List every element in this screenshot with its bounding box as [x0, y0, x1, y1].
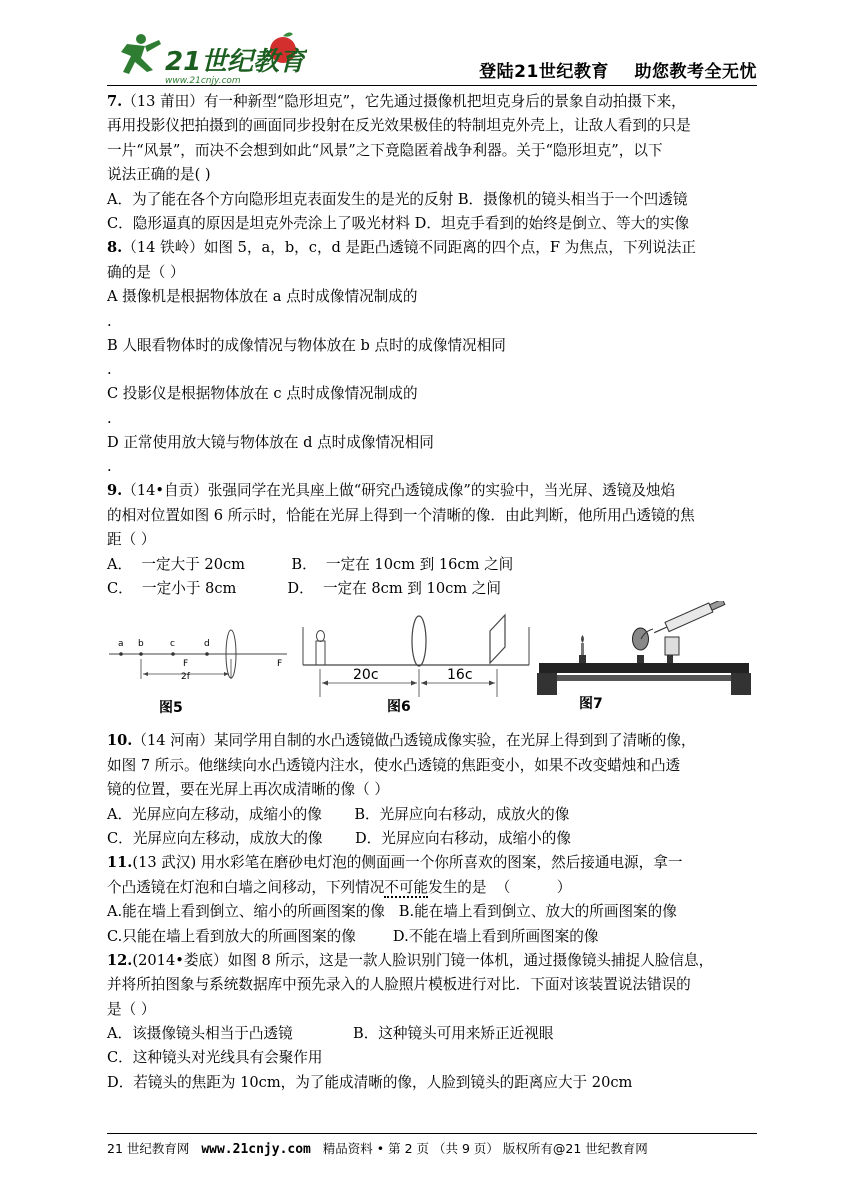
distance-20-label: 20c: [353, 667, 379, 684]
question-text: 发生的是 （ ）: [428, 878, 572, 896]
footer-rule: [107, 1133, 757, 1134]
header-slogan: 登陆21世纪教育 助您教考全无忧: [479, 62, 757, 82]
figure-6-caption: 图6: [387, 699, 411, 716]
question-text: 的相对位置如图 6 所示时，恰能在光屏上得到一个清晰的像．由此判断，他所用凸透镜的焦: [107, 506, 695, 524]
screen-icon: [665, 637, 679, 655]
question-text: (2014•娄底）如图 8 所示，这是一款人脸识别门镜一体机，通过摄像镜头捕捉人脸信息，: [132, 951, 714, 969]
point-b-label: b: [138, 639, 144, 650]
question-text: 如图 7 所示。他继续向水凸透镜内注水，使水凸透镜的焦距变小，如果不改变蜡烛和凸透: [107, 756, 681, 774]
point-d-label: d: [204, 639, 210, 650]
focus-left-label: F: [183, 659, 189, 670]
question-10: [107, 729, 757, 851]
option-c: C 投影仪是根据物体放在 c 点时成像情况制成的: [107, 385, 418, 403]
flame-icon: [317, 631, 325, 642]
question-text: 说法正确的是( ): [107, 166, 211, 184]
option-row: D．若镜头的焦距为 10cm，为了能成清晰的像，人脸到镜头的距离应大于 20cm: [107, 1073, 633, 1091]
convex-lens-icon: [412, 616, 426, 666]
emphasis-text: 不可能: [384, 878, 429, 896]
optical-bench-rail: [539, 663, 749, 673]
option-row: A．该摄像镜头相当于凸透镜 B．这种镜头可用来矫正近视眼: [107, 1025, 554, 1043]
footer-left: 21 世纪教育网: [107, 1141, 202, 1156]
question-number: 12.: [107, 951, 133, 969]
footer-right: 精品资料 • 第 2 页 （共 9 页） 版权所有@21 世纪教育网: [310, 1141, 648, 1156]
two-f-label: 2f: [181, 672, 190, 683]
question-text: 是（ ）: [107, 1000, 156, 1018]
site-logo: [107, 30, 307, 86]
option-row: C．这种镜头对光线具有会聚作用: [107, 1049, 323, 1067]
water-lens-icon: [633, 628, 649, 650]
question-text: 确的是（ ）: [107, 263, 185, 281]
option-d: D 正常使用放大镜与物体放在 d 点时成像情况相同: [107, 433, 434, 451]
question-text: 并将所拍图象与系统数据库中预先录入的人脸照片模板进行对比．下面对该装置说法错误的: [107, 976, 691, 994]
question-number: 10.: [107, 732, 133, 750]
point-b-dot: [139, 653, 143, 657]
question-text: 距（ ）: [107, 531, 156, 549]
distance-16-label: 16c: [447, 667, 473, 684]
figures-svg: [107, 601, 757, 729]
question-number: 7.: [107, 93, 123, 110]
candle-icon: [316, 641, 325, 665]
figures-row: [107, 601, 757, 729]
option-dot: .: [107, 361, 112, 379]
question-text: (13 武汉) 用水彩笔在磨砂电灯泡的侧面画一个你所喜欢的图案，然后接通电源，拿一: [132, 854, 683, 872]
option-row: C． 一定小于 8cm D． 一定在 8cm 到 10cm 之间: [107, 580, 501, 597]
question-11: [107, 851, 757, 949]
candle-icon: [581, 643, 584, 655]
question-text: （14 河南）某同学用自制的水凸透镜做凸透镜成像实验，在光屏上得到到了清晰的像，: [132, 732, 696, 750]
footer-site-link[interactable]: www.21cnjy.com: [201, 1142, 311, 1157]
option-a: A 摄像机是根据物体放在 a 点时成像情况制成的: [107, 288, 418, 306]
question-text: （14•自贡）张强同学在光具座上做“研究凸透镜成像”的实验中，当光屏、透镜及烛焰: [122, 482, 676, 500]
question-number: 9.: [107, 482, 123, 500]
question-8: [107, 236, 757, 479]
figure-7-caption: 图7: [579, 696, 603, 713]
question-text: （14 铁岭）如图 5，a，b，c，d 是距凸透镜不同距离的四个点，F 为焦点，下列说法正: [122, 239, 696, 257]
question-number: 11.: [107, 854, 133, 872]
question-text: 镜的位置，要在光屏上再次成清晰的像（ ）: [107, 781, 389, 799]
syringe-icon: [652, 601, 725, 637]
screen-icon: [490, 615, 505, 663]
question-7: [107, 90, 757, 236]
option-row: A． 一定大于 20cm B． 一定在 10cm 到 16cm 之间: [107, 555, 514, 573]
figure-5-caption: 图5: [159, 700, 183, 717]
document-body: [107, 90, 757, 1095]
question-9: [107, 479, 757, 601]
logo-text: 21世纪教育: [165, 47, 306, 77]
page-header: [107, 30, 757, 86]
option-row: A.能在墙上看到倒立、缩小的所画图案的像 B.能在墙上看到倒立、放大的所画图案的像: [107, 903, 677, 921]
question-12: [107, 949, 757, 1095]
option-row: C．光屏应向左移动，成放大的像 D．光屏应向右移动，成缩小的像: [107, 829, 571, 847]
option-row: C.只能在墙上看到放大的所画图案的像 D.不能在墙上看到所画图案的像: [107, 927, 599, 945]
question-text: 再用投影仪把拍摄到的画面同步投射在反光效果极佳的特制坦克外壳上，让敌人看到的只是: [107, 117, 691, 135]
option-dot: .: [107, 312, 112, 330]
header-rule: [107, 85, 757, 86]
point-a-label: a: [118, 639, 124, 650]
point-c-dot: [171, 653, 175, 657]
page-footer: [107, 1139, 757, 1157]
focus-right-label: F: [277, 659, 283, 670]
question-number: 8.: [107, 239, 123, 257]
point-a-dot: [119, 653, 123, 657]
figure-7: [537, 601, 751, 712]
option-row: A．为了能在各个方向隐形坦克表面发生的是光的反射 B．摄像机的镜头相当于一个凹透镜: [107, 190, 688, 208]
point-d-dot: [205, 653, 209, 657]
logo-url: www.21cnjy.com: [165, 76, 241, 86]
option-dot: .: [107, 409, 112, 427]
point-c-label: c: [170, 639, 175, 650]
option-row: C．隐形逼真的原因是坦克外壳涂上了吸光材料 D．坦克手看到的始终是倒立、等大的实像: [107, 214, 690, 232]
question-text: （13 莆田）有一种新型“隐形坦克”，它先通过摄像机把坦克身后的景象自动拍摄下来，: [122, 93, 686, 110]
flame-icon: [581, 635, 584, 643]
option-dot: .: [107, 458, 112, 476]
figure-5: [109, 630, 287, 716]
question-text: 个凸透镜在灯泡和白墙之间移动，下列情况: [107, 878, 385, 896]
option-row: A．光屏应向左移动，成缩小的像 B．光屏应向右移动，成放火的像: [107, 805, 570, 823]
figure-6: [303, 615, 529, 715]
question-text: 一片“风景”，而决不会想到如此“风景”之下竟隐匿着战争利器。关于“隐形坦克”，以下: [107, 141, 663, 159]
option-b: B 人眼看物体时的成像情况与物体放在 b 点时的成像情况相同: [107, 336, 506, 354]
